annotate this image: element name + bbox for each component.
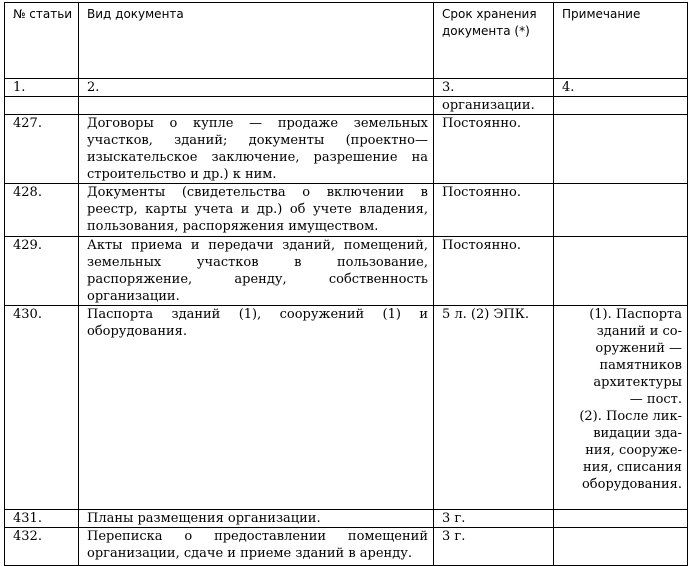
note bbox=[554, 237, 688, 306]
article-number: 432. bbox=[5, 528, 79, 566]
column-number-row bbox=[5, 79, 688, 97]
table-row bbox=[5, 306, 688, 510]
retention-table bbox=[4, 2, 688, 566]
continuation-document bbox=[79, 97, 434, 115]
continuation-row bbox=[5, 97, 688, 115]
header-article-number: № статьи bbox=[5, 3, 79, 79]
continuation-number bbox=[5, 97, 79, 115]
note bbox=[554, 528, 688, 566]
table-header-row bbox=[5, 3, 688, 79]
note-line: архитектуры bbox=[593, 375, 682, 390]
note bbox=[554, 184, 688, 237]
note-line: — пост. bbox=[629, 392, 682, 407]
article-number: 429. bbox=[5, 237, 79, 306]
table-row bbox=[5, 237, 688, 306]
note-line: оружений — bbox=[595, 341, 682, 356]
header-note: Примечание bbox=[554, 3, 688, 79]
table-row bbox=[5, 510, 688, 528]
retention-term: Постоянно. bbox=[434, 184, 554, 237]
article-number: 431. bbox=[5, 510, 79, 528]
note bbox=[554, 306, 688, 510]
article-number: 428. bbox=[5, 184, 79, 237]
document-type: Документы (свидетельства о включении в реестр, карты учета и др.) об учете владения, пользования, распоряжения имуществом. bbox=[79, 184, 434, 237]
column-number-1: 1. bbox=[5, 79, 79, 97]
retention-term: Постоянно. bbox=[434, 115, 554, 184]
note-line: ния, списания bbox=[583, 460, 682, 475]
note bbox=[554, 510, 688, 528]
note-line: ния, сооруже- bbox=[585, 443, 682, 458]
header-retention-term: Срок хранения документа (*) bbox=[434, 3, 554, 79]
continuation-term: организации. bbox=[434, 97, 554, 115]
note bbox=[554, 115, 688, 184]
article-number: 427. bbox=[5, 115, 79, 184]
note-line: (2). После лик- bbox=[579, 409, 682, 424]
document-type: Договоры о купле — продаже земельных участков, зданий; документы (проектно— изыскательское заключение, разрешение на строительство и др.) к ним. bbox=[79, 115, 434, 184]
document-type: Акты приема и передачи зданий, помещений, земельных участков в пользование, распоряжение, аренду, собственность организации. bbox=[79, 237, 434, 306]
retention-term: 5 л. (2) ЭПК. bbox=[434, 306, 554, 510]
note-line: оборудования. bbox=[581, 477, 682, 492]
document-type: Переписка о предоставлении помещений организации, сдаче и приеме зданий в аренду. bbox=[79, 528, 434, 566]
retention-term: Постоянно. bbox=[434, 237, 554, 306]
table-row bbox=[5, 528, 688, 566]
column-number-4: 4. bbox=[554, 79, 688, 97]
note-line: памятников bbox=[599, 358, 682, 373]
note-line: видации зда- bbox=[593, 426, 682, 441]
continuation-note bbox=[554, 97, 688, 115]
document-type: Планы размещения организации. bbox=[79, 510, 434, 528]
column-number-3: 3. bbox=[434, 79, 554, 97]
table-row bbox=[5, 115, 688, 184]
table-row bbox=[5, 184, 688, 237]
retention-term: 3 г. bbox=[434, 528, 554, 566]
header-document-type: Вид документа bbox=[79, 3, 434, 79]
article-number: 430. bbox=[5, 306, 79, 510]
note-line: зданий и со- bbox=[596, 324, 682, 339]
column-number-2: 2. bbox=[79, 79, 434, 97]
retention-term: 3 г. bbox=[434, 510, 554, 528]
note-line: (1). Паспорта bbox=[589, 307, 682, 322]
document-type: Паспорта зданий (1), сооружений (1) и оборудования. bbox=[79, 306, 434, 510]
